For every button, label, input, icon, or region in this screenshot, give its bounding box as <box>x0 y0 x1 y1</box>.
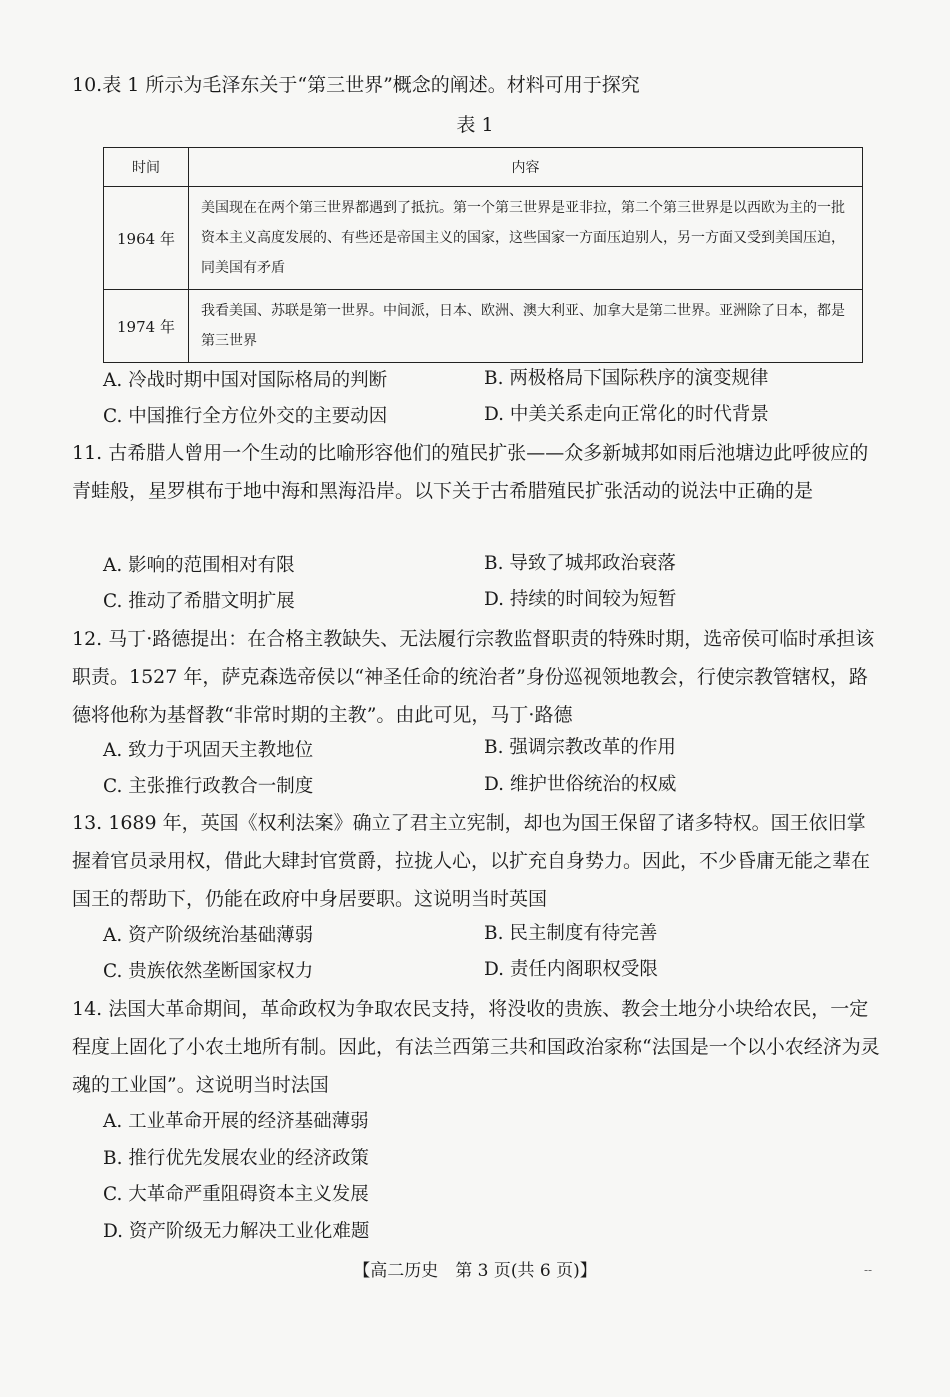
question-12 <box>72 620 882 734</box>
option-b[interactable]: B. 导致了城邦政治衰落 <box>484 553 676 574</box>
corner-mark: -- <box>864 1263 873 1277</box>
table-cell-content: 美国现在在两个第三世界都遇到了抵抗。第一个第三世界是亚非拉，第二个第三世界是以西欧为主的一批资本主义高度发展的、有些还是帝国主义的国家，这些国家一方面压迫别人，另一方面又受到美国压迫，同美国有矛盾 <box>189 187 863 290</box>
question-11-stem: 11. 古希腊人曾用一个生动的比喻形容他们的殖民扩张——众多新城邦如雨后池塘边此呼彼应的青蛙般，星罗棋布于地中海和黑海沿岸。以下关于古希腊殖民扩张活动的说法中正确的是 <box>72 442 869 502</box>
option-b[interactable]: B. 强调宗教改革的作用 <box>484 737 676 758</box>
option-d[interactable]: D. 资产阶级无力解决工业化难题 <box>103 1221 370 1242</box>
option-d[interactable]: D. 中美关系走向正常化的时代背景 <box>484 404 769 425</box>
question-10 <box>72 66 882 104</box>
option-c[interactable]: C. 主张推行政教合一制度 <box>103 776 314 797</box>
question-14-stem: 14. 法国大革命期间，革命政权为争取农民支持，将没收的贵族、教会土地分小块给农民，一定程度上固化了小农土地所有制。因此，有法兰西第三共和国政治家称“法国是一个以小农经济为灵魂的工业国”。这说明当时法国 <box>72 998 880 1096</box>
option-b[interactable]: B. 民主制度有待完善 <box>484 923 658 944</box>
table-row <box>104 290 863 363</box>
option-c[interactable]: C. 贵族依然垄断国家权力 <box>103 961 314 982</box>
table-header-time: 时间 <box>104 148 189 187</box>
option-b[interactable]: B. 两极格局下国际秩序的演变规律 <box>484 368 769 389</box>
option-c[interactable]: C. 中国推行全方位外交的主要动因 <box>103 406 388 427</box>
question-13-stem: 13. 1689 年，英国《权利法案》确立了君主立宪制，却也为国王保留了诸多特权。国王依旧掌握着官员录用权，借此大肆封官赏爵，拉拢人心，以扩充自身势力。因此，不少昏庸无能之辈在国王的帮助下，仍能在政府中身居要职。这说明当时英国 <box>72 812 871 910</box>
option-d[interactable]: D. 责任内阁职权受限 <box>484 959 658 980</box>
option-a[interactable]: A. 工业革命开展的经济基础薄弱 <box>103 1111 369 1132</box>
option-c[interactable]: C. 大革命严重阻碍资本主义发展 <box>103 1184 369 1205</box>
question-10-stem: 10.表 1 所示为毛泽东关于“第三世界”概念的阐述。材料可用于探究 <box>72 74 640 96</box>
option-a[interactable]: A. 致力于巩固天主教地位 <box>103 740 314 761</box>
question-11 <box>72 434 882 510</box>
option-c[interactable]: C. 推动了希腊文明扩展 <box>103 591 295 612</box>
option-a[interactable]: A. 资产阶级统治基础薄弱 <box>103 925 314 946</box>
option-d[interactable]: D. 持续的时间较为短暂 <box>484 589 677 610</box>
option-a[interactable]: A. 影响的范围相对有限 <box>103 555 295 576</box>
table-header-row <box>104 148 863 187</box>
table-header-content: 内容 <box>189 148 863 187</box>
option-d[interactable]: D. 维护世俗统治的权威 <box>484 774 677 795</box>
table-caption: 表 1 <box>456 114 494 136</box>
page-footer: 【高二历史 第 3 页(共 6 页)】 <box>353 1261 597 1281</box>
option-a[interactable]: A. 冷战时期中国对国际格局的判断 <box>103 370 388 391</box>
question-13 <box>72 804 882 918</box>
table-1 <box>103 147 863 363</box>
table-cell-content: 我看美国、苏联是第一世界。中间派，日本、欧洲、澳大利亚、加拿大是第二世界。亚洲除了日本，都是第三世界 <box>189 290 863 363</box>
option-b[interactable]: B. 推行优先发展农业的经济政策 <box>103 1148 369 1169</box>
question-12-stem: 12. 马丁·路德提出：在合格主教缺失、无法履行宗教监督职责的特殊时期，选帝侯可临时承担该职责。1527 年，萨克森选帝侯以“神圣任命的统治者”身份巡视领地教会，行使宗教管辖权，路德将他称为基督教“非常时期的主教”。由此可见，马丁·路德 <box>72 628 875 726</box>
question-14 <box>72 990 882 1104</box>
table-cell-year: 1974 年 <box>104 290 189 363</box>
table-cell-year: 1964 年 <box>104 187 189 290</box>
table-row <box>104 187 863 290</box>
